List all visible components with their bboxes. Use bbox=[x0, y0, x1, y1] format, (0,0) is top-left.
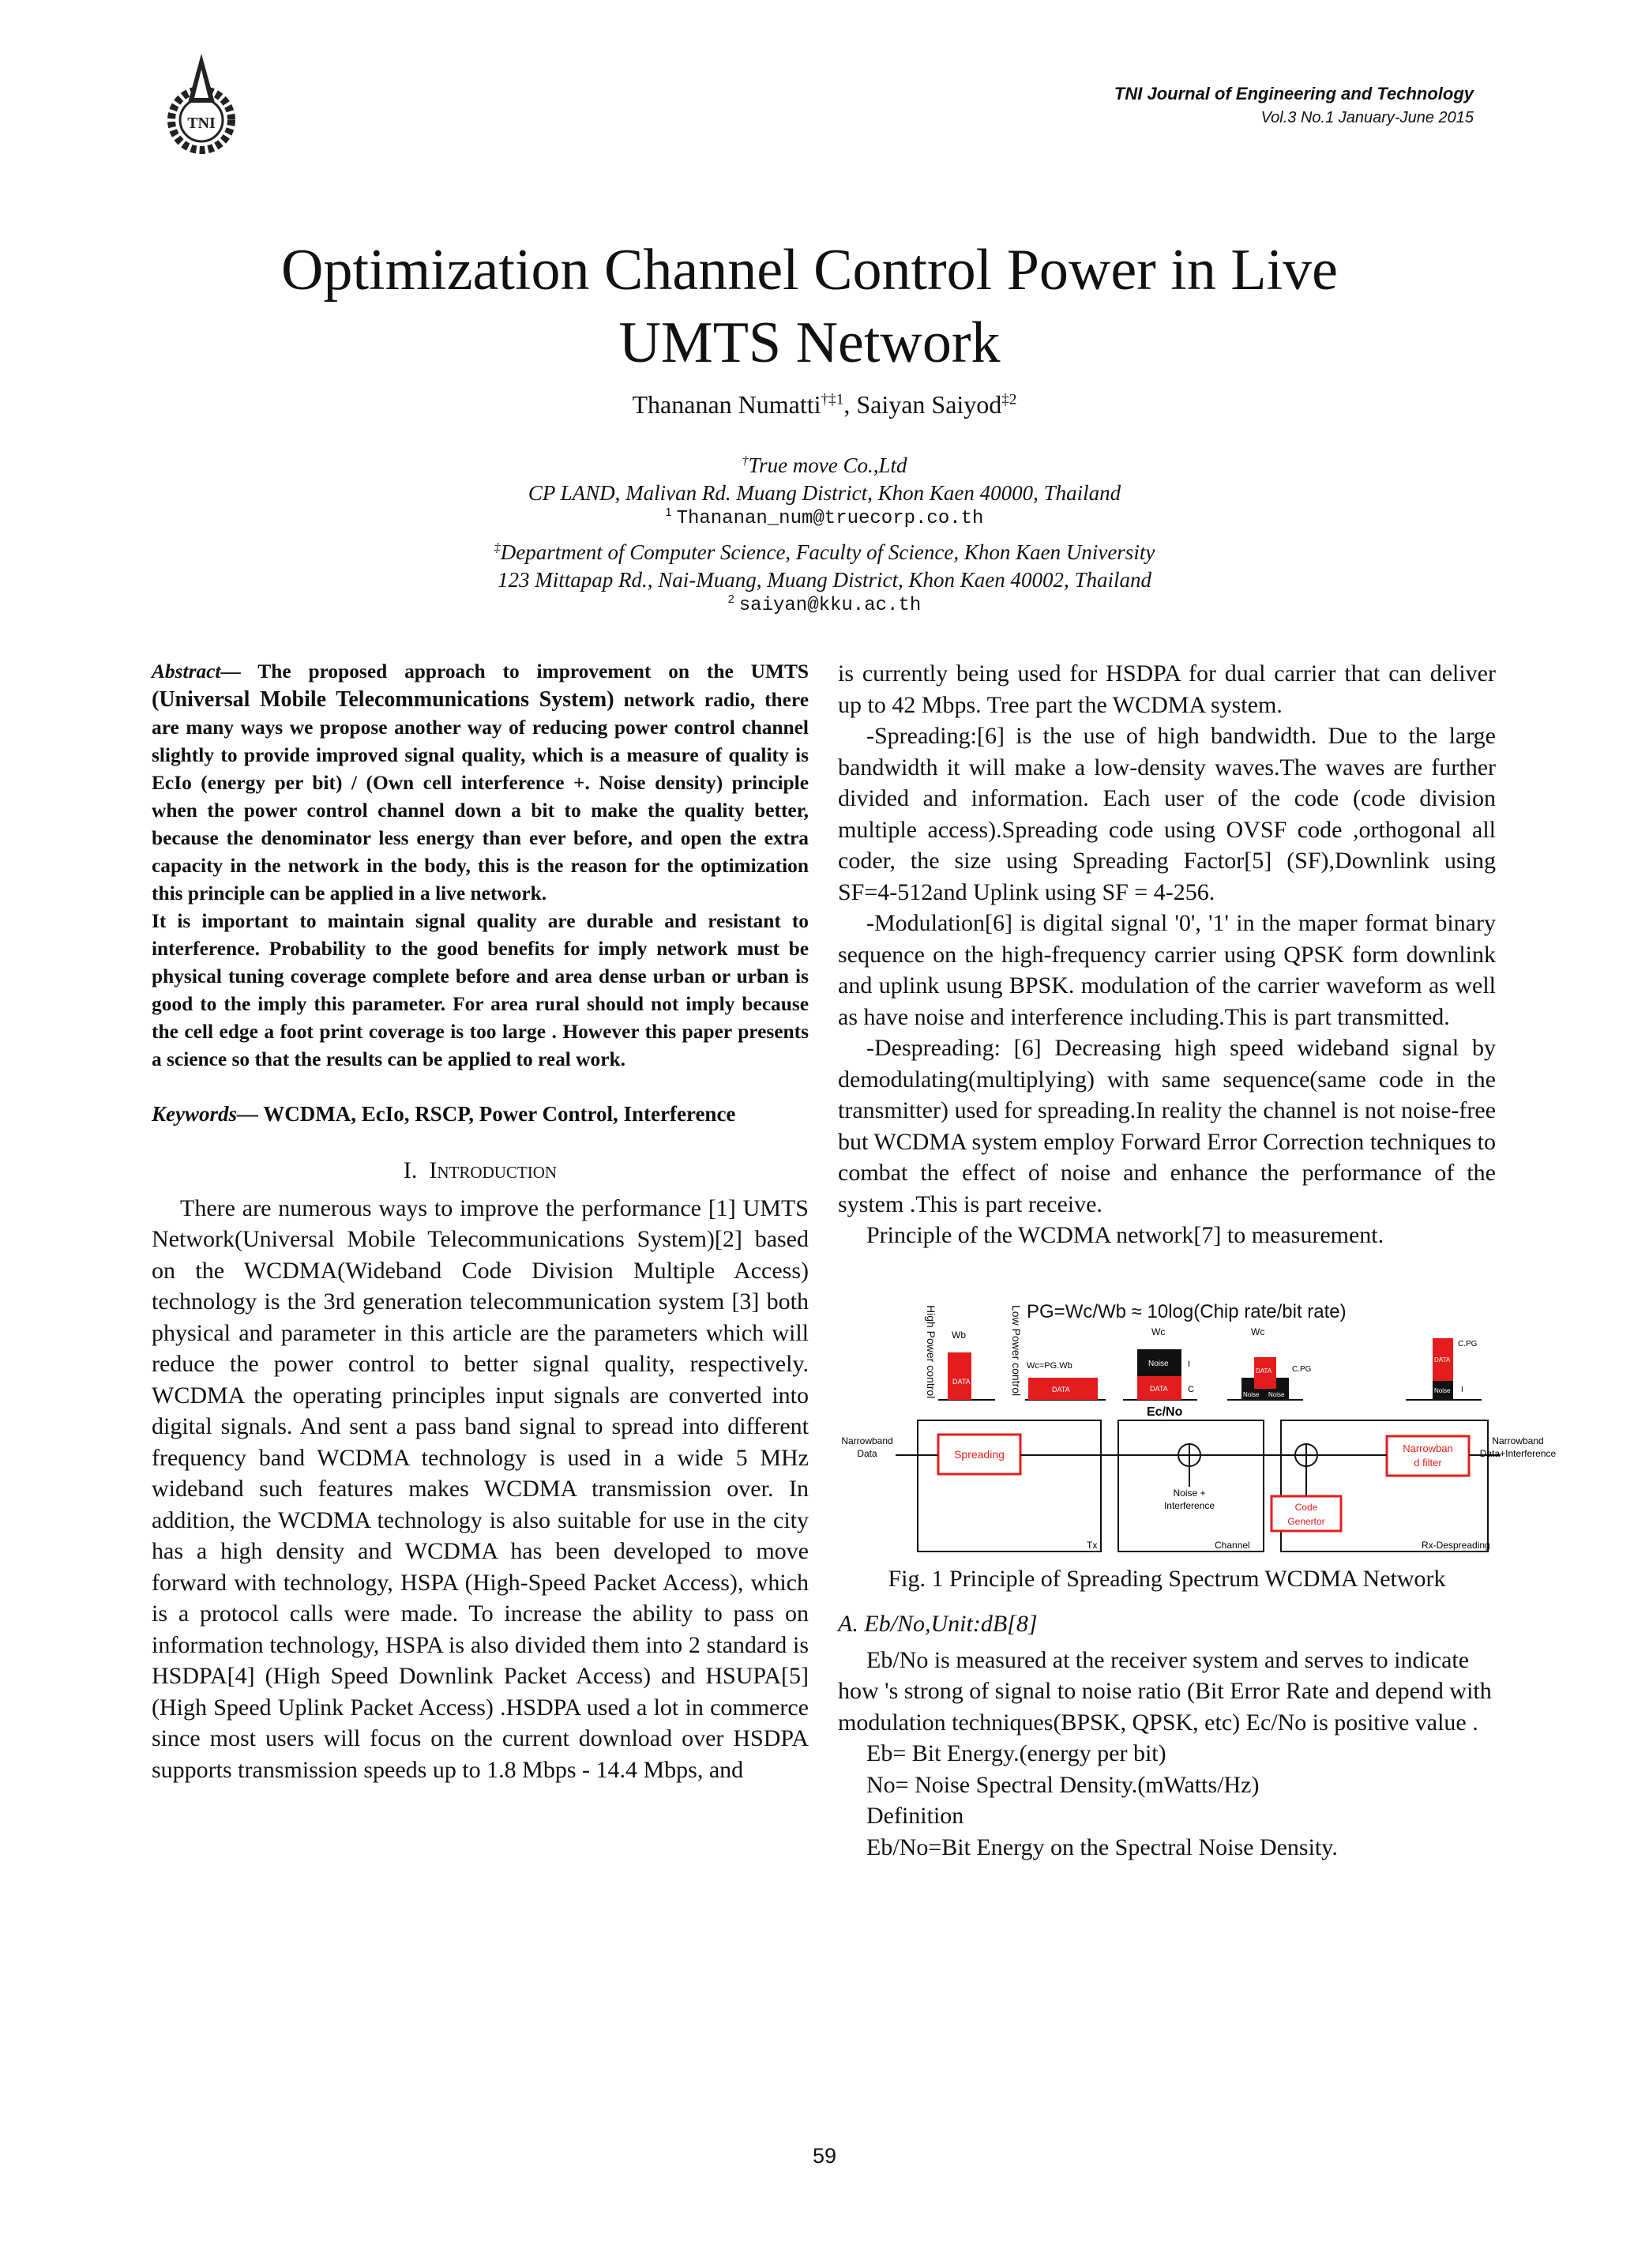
logo-text: TNI bbox=[187, 115, 216, 132]
abstract-text-b: (Universal Mobile Telecommunications System) bbox=[152, 687, 614, 712]
abstract-paragraph-1 bbox=[152, 658, 809, 908]
affiliation-2-mark: ‡ bbox=[494, 540, 501, 555]
journal-name: TNI Journal of Engineering and Technology bbox=[1114, 84, 1474, 103]
intro-number: I. bbox=[403, 1157, 418, 1183]
paper-title bbox=[197, 234, 1422, 379]
data-text-1: DATA bbox=[952, 1378, 971, 1386]
journal-logo bbox=[158, 52, 245, 158]
wb-label-1: Wb bbox=[952, 1330, 966, 1341]
noise-text-2: Noise bbox=[1243, 1391, 1260, 1398]
author-1-marks: †‡1 bbox=[821, 391, 844, 408]
right-column bbox=[838, 658, 1496, 1251]
noise-text-4: Noise bbox=[1434, 1387, 1451, 1394]
affiliation-1-name: True move Co.,Ltd bbox=[748, 453, 907, 477]
i-label-1: I bbox=[1188, 1360, 1191, 1369]
author-separator: , bbox=[843, 390, 857, 419]
section-a bbox=[838, 1608, 1496, 1863]
pg-formula: PG=Wc/Wb ≈ 10log(Chip rate/bit rate) bbox=[1027, 1301, 1347, 1322]
cpg-label-2: C.PG bbox=[1458, 1340, 1478, 1348]
email-2: saiyan@kku.ac.th bbox=[738, 595, 922, 616]
affiliation-1-mark: † bbox=[742, 453, 749, 468]
keywords-label: Keywords— bbox=[152, 1102, 258, 1126]
data-text-5: DATA bbox=[1434, 1356, 1451, 1363]
spread-spectrum-diagram bbox=[841, 1289, 1557, 1554]
principle-paragraph: Principle of the WCDMA network[7] to measurement. bbox=[866, 1222, 1384, 1248]
intro-title: Introduction bbox=[429, 1157, 558, 1183]
email-1: Thananan_num@truecorp.co.th bbox=[676, 508, 984, 529]
left-column bbox=[152, 658, 809, 1785]
input-label-2: Data bbox=[857, 1448, 877, 1459]
email-2-line bbox=[0, 588, 1649, 618]
data-text-4: DATA bbox=[1256, 1367, 1272, 1375]
low-power-label: Low Power control bbox=[1010, 1305, 1023, 1397]
affiliation-2-name: Department of Computer Science, Faculty of Science, Khon Kaen University bbox=[500, 540, 1155, 564]
affiliation-1 bbox=[0, 447, 1649, 507]
noise-text-1: Noise bbox=[1148, 1360, 1169, 1368]
spreading-paragraph: -Spreading:[6] is the use of high bandwidth. Due to the large bandwidth it will make a low-density waves.The waves are further divided and information. Each user of the code (code division multiple access).Spreading code using OVSF code ,orthogonal all coder, the size using Spreading Factor[5] (SF),Downlink using SF=4-512and Uplink using SF = 4-256. bbox=[838, 723, 1496, 905]
email-1-mark: 1 bbox=[665, 506, 672, 519]
input-label-1: Narrowband bbox=[841, 1435, 893, 1446]
tx-label: Tx bbox=[1087, 1540, 1098, 1551]
abstract-text-a: The proposed approach to improvement on the UMTS bbox=[240, 660, 809, 683]
section-a-paragraph-2: Eb= Bit Energy.(energy per bit) bbox=[866, 1740, 1166, 1766]
high-power-label: High Power control bbox=[925, 1305, 937, 1399]
intro-heading bbox=[152, 1155, 809, 1187]
abstract-text-c: network radio, there are many ways we propose another way of reducing power control channel slightly to provide improved signal quality, which is a measure of quality is EcIo (energy per bit) / (Own cell interference +. Noise density) principle when the power control channel down a bit to make the quality better, because the denominator less energy than ever before, and open the extra capacity in the network in the body, this is the reason for the optimization this principle can be applied in a live network. bbox=[152, 689, 809, 905]
cpg-label-1: C.PG bbox=[1292, 1365, 1312, 1374]
affiliation-2 bbox=[0, 534, 1649, 594]
filter-text-1: Narrowban bbox=[1403, 1442, 1453, 1454]
section-a-title: A. Eb/No,Unit:dB[8] bbox=[838, 1611, 1038, 1637]
section-a-paragraph-5: Eb/No=Bit Energy on the Spectral Noise Density. bbox=[866, 1834, 1338, 1860]
keywords-text: WCDMA, EcIo, RSCP, Power Control, Interference bbox=[258, 1102, 736, 1126]
author-1: Thananan Numatti bbox=[632, 390, 821, 419]
i-label-2: I bbox=[1461, 1386, 1463, 1394]
section-a-paragraph-1: Eb/No is measured at the receiver system and serves to indicate how 's strong of signal to noise ratio (Bit Error Rate and depend with modulation techniques(BPSK, QPSK, etc) Ec/No is positive value . bbox=[838, 1646, 1492, 1736]
wc-eq-label: Wc=PG.Wb bbox=[1027, 1361, 1072, 1371]
data-text-3: DATA bbox=[1150, 1385, 1168, 1393]
wc-label-2: Wc bbox=[1251, 1326, 1265, 1337]
noise-int-label-2: Interference bbox=[1163, 1500, 1215, 1511]
figure-caption: Fig. 1 Principle of Spreading Spectrum WCDMA Network bbox=[888, 1566, 1446, 1592]
author-2: Saiyan Saiyod bbox=[856, 390, 1002, 419]
modulation-paragraph: -Modulation[6] is digital signal '0', '1' in the maper format binary sequence on the high-frequency carrier using QPSK form downlink and uplink usung BPSK. modulation of the carrier waveform as well as have noise and interference including.This is part transmitted. bbox=[838, 910, 1496, 1030]
section-a-paragraph-3: No= Noise Spectral Density.(mWatts/Hz) bbox=[866, 1771, 1260, 1798]
keywords bbox=[152, 1100, 809, 1128]
intro-text: There are numerous ways to improve the performance [1] UMTS Network(Universal Mobile Telecommunications System)[2] based on the WCDMA(Wideband Code Division Multiple Access) technology is the 3rd generation telecommunication system [3] both physical and parameter in this article are the parameters which will reduce the power control to better signal quality, respectively. WCDMA the operating principles input signals are converted into digital signals. And sent a pass band signal to spread into different frequency band WCDMA technology is used in a wide 5 MHz wideband such features makes WCDMA transmission over. In addition, the WCDMA technology is also suitable for use in the city has a high density and WCDMA has been developed to move forward with technology, HSPA (High-Speed Packet Access), which is a protocol calls were made. To increase the ability to pass on information technology, HSPA is also divided them into 2 standard is HSDPA[4] (High Speed Downlink Packet Access) and HSUPA[5] (High Speed Uplink Packet Access) .HSDPA used a lot in commerce since most users will focus on the current download over HSDPA supports transmission speeds up to 1.8 Mbps - 14.4 Mbps, and bbox=[152, 1194, 809, 1783]
abstract-label: Abstract— bbox=[152, 660, 241, 683]
noise-int-label-1: Noise + bbox=[1173, 1488, 1206, 1499]
author-line bbox=[0, 390, 1649, 419]
affiliation-1-address: CP LAND, Malivan Rd. Muang District, Khon Kaen 40000, Thailand bbox=[528, 481, 1121, 505]
continued-paragraph: is currently being used for HSDPA for dual carrier that can deliver up to 42 Mbps. Tree part the WCDMA system. bbox=[838, 660, 1496, 718]
data-text-2: DATA bbox=[1052, 1386, 1070, 1394]
noise-text-3: Noise bbox=[1268, 1391, 1285, 1398]
c-label-1: C bbox=[1188, 1385, 1194, 1394]
output-label-2: Data+Interference bbox=[1479, 1448, 1557, 1459]
title-line-2: UMTS Network bbox=[618, 310, 1001, 375]
email-2-mark: 2 bbox=[727, 593, 734, 606]
output-label-1: Narrowband bbox=[1492, 1435, 1544, 1446]
wc-label-1: Wc bbox=[1151, 1326, 1166, 1337]
email-1-line bbox=[0, 501, 1649, 531]
data-block-1 bbox=[948, 1352, 971, 1400]
title-line-1: Optimization Channel Control Power in Live bbox=[281, 238, 1338, 303]
page-number: 59 bbox=[812, 2144, 837, 2168]
filter-text-2: d filter bbox=[1414, 1457, 1442, 1469]
rx-label: Rx-Despreading bbox=[1422, 1540, 1490, 1551]
channel-block bbox=[1118, 1420, 1264, 1551]
spreading-text: Spreading bbox=[954, 1448, 1005, 1461]
despreading-paragraph: -Despreading: [6] Decreasing high speed wideband signal by demodulating(multiplying) with same sequence(same code in the transmitter) used for spreading.In reality the channel is not noise-free but WCDMA system employ Forward Error Correction techniques to combat the effect of noise and enhance the performance of the system .This is part receive. bbox=[838, 1035, 1496, 1217]
journal-header bbox=[1114, 84, 1474, 127]
ecno-label: Ec/No bbox=[1147, 1405, 1183, 1419]
affiliation-2-address: 123 Mittapap Rd., Nai-Muang, Muang District, Khon Kaen 40002, Thailand bbox=[498, 568, 1151, 592]
abstract-paragraph-2: It is important to maintain signal quality are durable and resistant to interference. Probability to the good benefits for imply network must be physical tuning coverage complete before and area dense urban or urban is good to the imply this parameter. For area rural should not imply because the cell edge a foot print coverage is too large . However this paper presents a science so that the results can be applied to real work. bbox=[152, 910, 809, 1070]
channel-label: Channel bbox=[1215, 1540, 1250, 1551]
section-a-paragraph-4: Definition bbox=[866, 1803, 964, 1829]
code-gen-text-1: Code bbox=[1294, 1502, 1318, 1513]
code-gen-text-2: Genertor bbox=[1287, 1516, 1325, 1527]
journal-volume: Vol.3 No.1 January-June 2015 bbox=[1260, 109, 1474, 126]
author-2-marks: ‡2 bbox=[1001, 391, 1017, 408]
